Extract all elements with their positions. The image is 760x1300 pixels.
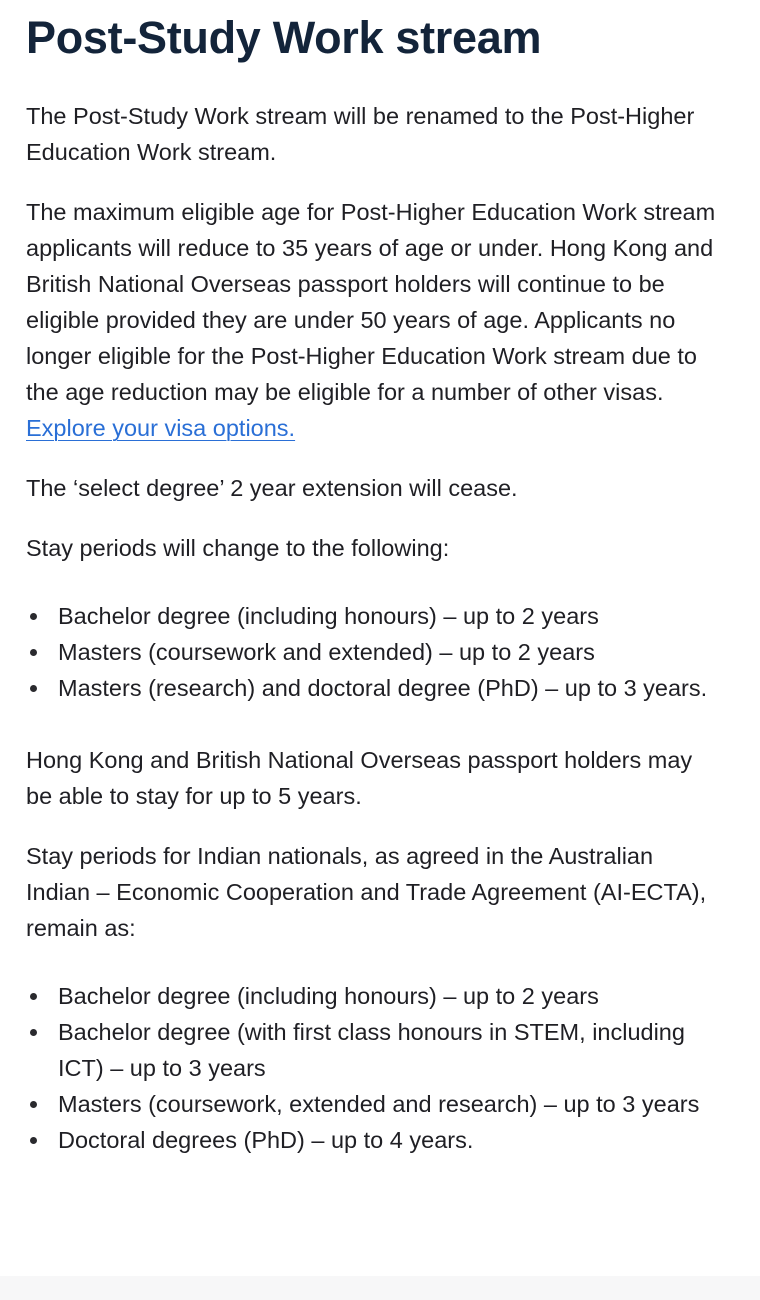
bullet-icon xyxy=(30,649,37,656)
list-item: Doctoral degrees (PhD) – up to 4 years. xyxy=(26,1122,720,1158)
list-item: Masters (research) and doctoral degree (PhD) – up to 3 years. xyxy=(26,670,720,706)
bullet-icon xyxy=(30,1101,37,1108)
list-item: Bachelor degree (with first class honours in STEM, including ICT) – up to 3 years xyxy=(26,1014,720,1086)
list-item: Bachelor degree (including honours) – up to 2 years xyxy=(26,598,720,634)
list-item: Masters (coursework, extended and research) – up to 3 years xyxy=(26,1086,720,1122)
age-eligibility-text: The maximum eligible age for Post-Higher Education Work stream applicants will reduce to 35 years of age or under. Hong Kong and British National Overseas passport holders will continue to be eligible provided they are under 50 years of age. Applicants no longer eligible for the Post-Higher Education Work stream due to the age reduction may be eligible for a number of other visas. xyxy=(26,199,716,405)
paragraph-rename: The Post-Study Work stream will be renamed to the Post-Higher Education Work stream. xyxy=(26,103,695,165)
article xyxy=(26,8,720,1194)
list-item: Masters (coursework and extended) – up to 2 years xyxy=(26,634,720,670)
bullet-icon xyxy=(30,1029,37,1036)
bullet-icon xyxy=(30,993,37,1000)
bullet-icon xyxy=(30,685,37,692)
bullet-icon xyxy=(30,613,37,620)
paragraph-select-degree: The ‘select degree’ 2 year extension will cease. xyxy=(26,475,518,501)
bullet-icon xyxy=(30,1137,37,1144)
page-title: Post-Study Work stream xyxy=(26,12,542,63)
explore-visa-options-link[interactable]: Explore your visa options. xyxy=(26,415,296,441)
indian-stay-periods-list xyxy=(26,978,720,1158)
paragraph-age-eligibility xyxy=(26,194,720,446)
paragraph-stay-periods-intro: Stay periods will change to the following: xyxy=(26,535,450,561)
paragraph-hk-bno: Hong Kong and British National Overseas passport holders may be able to stay for up to 5 years. xyxy=(26,747,693,809)
stay-periods-list xyxy=(26,598,720,706)
list-item: Bachelor degree (including honours) – up to 2 years xyxy=(26,978,720,1014)
page-footer-strip xyxy=(0,1276,760,1300)
paragraph-indian-nationals: Stay periods for Indian nationals, as agreed in the Australian Indian – Economic Cooperation and Trade Agreement (AI-ECTA), remain as: xyxy=(26,843,707,941)
